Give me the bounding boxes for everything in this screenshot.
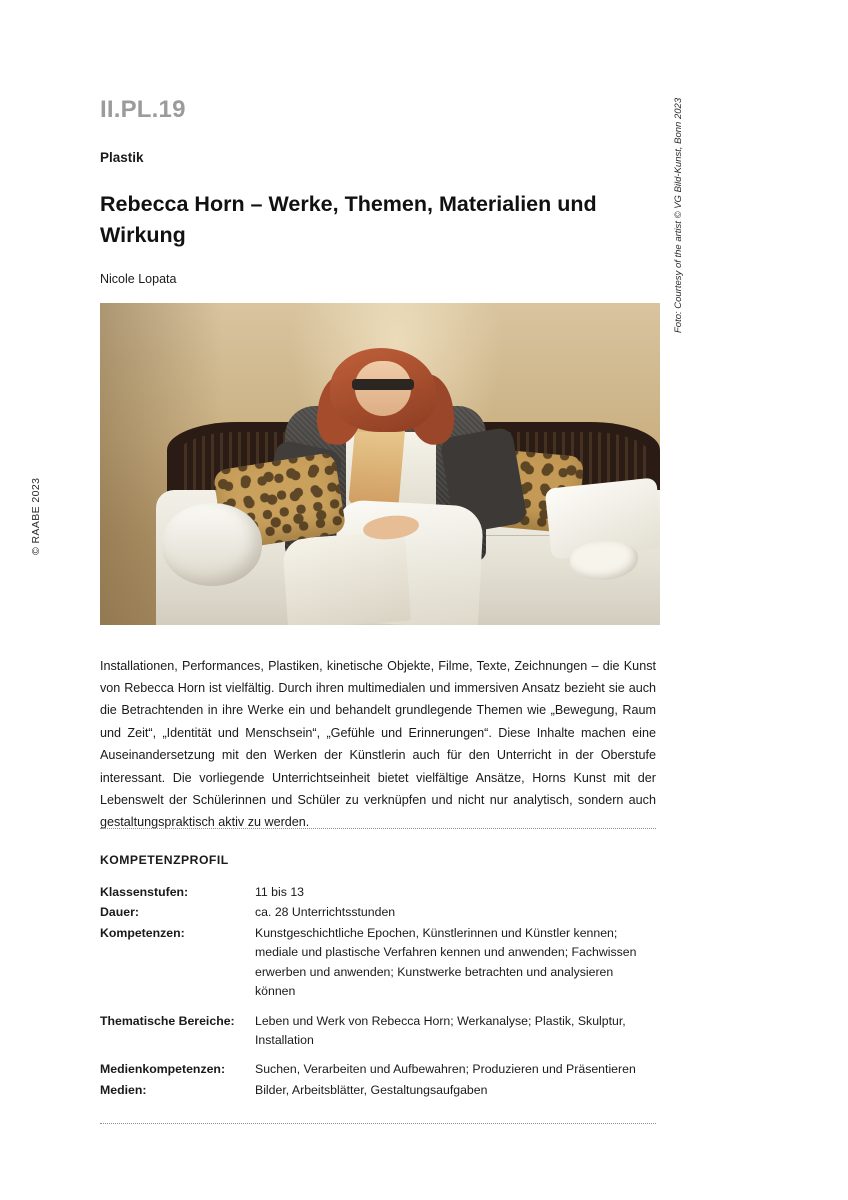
profile-value: Bilder, Arbeitsblätter, Gestaltungsaufgaben: [255, 1082, 488, 1097]
document-category: Plastik: [100, 150, 144, 165]
profile-heading: KOMPETENZPROFIL: [100, 853, 229, 867]
table-row: [100, 1051, 656, 1080]
photo-figure-legs-second: [282, 531, 411, 625]
photo-white-bolster: [162, 503, 263, 587]
profile-label: Kompetenzen:: [100, 925, 185, 940]
table-row: [100, 924, 656, 1003]
page-title: Rebecca Horn – Werke, Themen, Materialien und Wirkung: [100, 192, 597, 247]
hero-photo-container: [100, 303, 660, 625]
profile-value: Suchen, Verarbeiten und Aufbewahren; Produzieren und Präsentieren: [255, 1062, 636, 1077]
profile-label: Thematische Bereiche:: [100, 1013, 235, 1028]
profile-top-divider: [100, 828, 656, 829]
photo-figure-scarf: [348, 420, 405, 508]
table-row: [100, 903, 656, 923]
document-code: II.PL.19: [100, 96, 186, 123]
profile-label: Dauer:: [100, 905, 139, 920]
profile-value: ca. 28 Unterrichtsstunden: [255, 905, 396, 920]
left-margin-copyright: © RAABE 2023: [30, 477, 42, 555]
table-row: [100, 1081, 656, 1101]
profile-table: [100, 883, 656, 1101]
artist-portrait-photo: [100, 303, 660, 625]
profile-label: Klassenstufen:: [100, 885, 189, 899]
table-row: [100, 1003, 656, 1052]
profile-value: 11 bis 13: [255, 885, 304, 899]
competence-profile: [100, 828, 656, 1124]
intro-paragraph: Installationen, Performances, Plastiken, kinetische Objekte, Filme, Texte, Zeichnungen – die Kunst von Rebecca Horn ist vielfältig. Durch ihren multimedialen und immersiven Ansatz bezieht sie auch die Betrachtenden in ihre Werke ein und behandelt grundlegende Themen wie „Bewegung, Raum und Zeit“, „Identität und Menschsein“, „Gefühle und Erinnerungen“. Diese Inhalte machen eine Auseinandersetzung mit den Werken der Künstlerin auch für den Unterricht in der Oberstufe interessant. Die vorliegende Unterrichtseinheit bietet vielfältige Ansätze, Horns Kunst mit der Lebenswelt der Schülerinnen und Schüler zu verknüpfen und nicht nur analytisch, sondern auch gestaltungspraktisch aktiv zu werden.: [100, 658, 656, 830]
profile-value: Kunstgeschichtliche Epochen, Künstlerinnen und Künstler kennen; mediale und plastische Verfahren kennen und anwenden; Fachwissen erwerben und anwenden; Kunstwerke betrachten und analysieren können: [255, 925, 637, 999]
document-author: Nicole Lopata: [100, 272, 177, 287]
profile-bottom-divider: [100, 1123, 656, 1124]
profile-value: Leben und Werk von Rebecca Horn; Werkanalyse; Plastik, Skulptur, Installation: [255, 1013, 626, 1047]
photo-credit: Foto: Courtesy of the artist © VG Bild-Kunst, Bonn 2023: [673, 97, 684, 333]
profile-label: Medien:: [100, 1082, 147, 1097]
table-row: [100, 883, 656, 903]
photo-figure-sunglasses: [352, 379, 414, 391]
document-header: [100, 0, 660, 286]
profile-label: Medienkompetenzen:: [100, 1062, 226, 1077]
